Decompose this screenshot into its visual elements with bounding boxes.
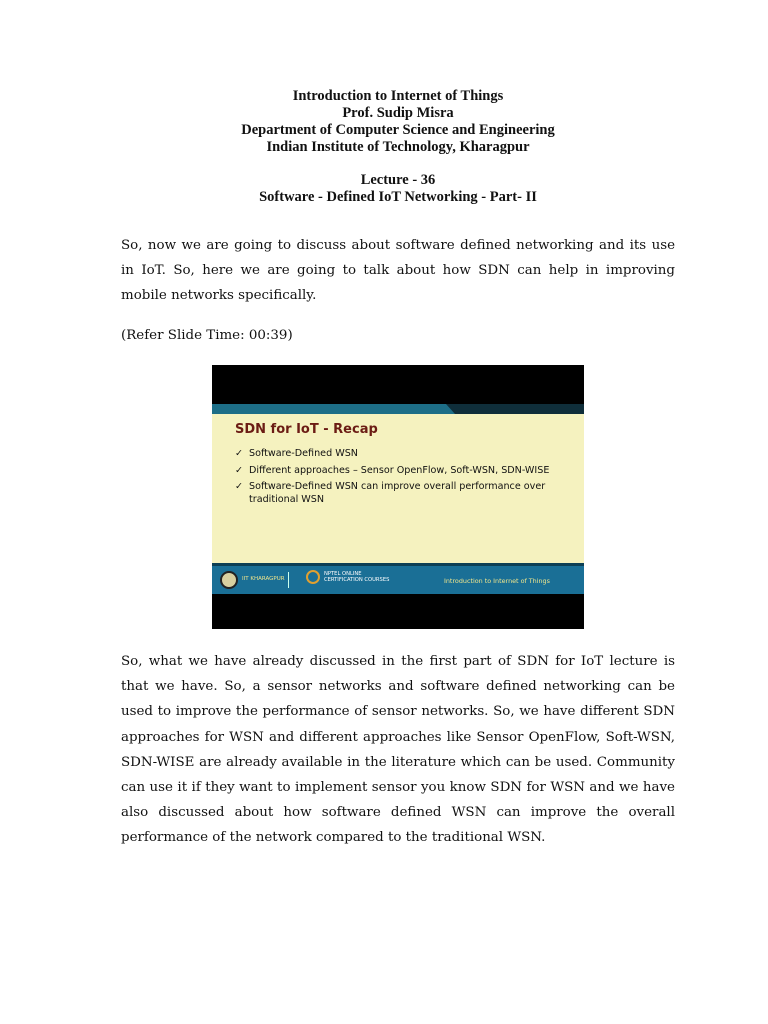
department-name: Department of Computer Science and Engineering — [241, 122, 555, 138]
slide-bullet-list — [235, 448, 565, 510]
institute-name: Indian Institute of Technology, Kharagpur — [266, 139, 530, 155]
check-icon: ✓ — [235, 464, 243, 476]
footer-org: IIT KHARAGPUR — [242, 576, 285, 582]
slide-footer — [212, 563, 584, 594]
nptel-logo-icon — [306, 570, 320, 584]
lecture-number: Lecture - 36 — [360, 172, 436, 188]
slide-content — [212, 414, 584, 563]
check-icon: ✓ — [235, 448, 243, 459]
paragraph-intro: So, now we are going to discuss about software defined networking and its use in IoT. So, here we are going to talk about how SDN can help in improving mobile networks specifically. — [121, 238, 675, 304]
footer-course: Introduction to Internet of Things — [444, 577, 550, 585]
iit-logo-icon — [220, 571, 238, 589]
slide-title: SDN for IoT - Recap — [235, 422, 378, 437]
paragraph-recap: So, what we have already discussed in the first part of SDN for IoT lecture is that we have. So, a sensor networks and software defined networking can be used to improve the performance of sensor networks. So, we have different SDN approaches for WSN and different approaches like Sensor OpenFlow, Soft-WSN, SDN-WISE are already available in the literature which can be used. Community can use it if they want to implement sensor you know SDN for WSN and we have also discussed about how software defined WSN can improve the overall performance of the network compared to the traditional WSN. — [121, 654, 675, 846]
check-icon: ✓ — [235, 481, 243, 492]
slide-top-bar — [212, 404, 584, 414]
document-header — [0, 88, 768, 206]
refer-slide-time: (Refer Slide Time: 00:39) — [121, 328, 293, 343]
slide-bullet: ✓ Software-Defined WSN — [235, 448, 358, 459]
footer-nptel: NPTEL ONLINE CERTIFICATION COURSES — [324, 571, 390, 583]
course-title: Introduction to Internet of Things — [292, 88, 504, 104]
professor-name: Prof. Sudip Misra — [342, 105, 454, 121]
slide-image — [212, 365, 584, 629]
slide-bullet: ✓ Different approaches – Sensor OpenFlow, Soft-WSN, SDN-WISE — [235, 464, 550, 476]
slide-bullet: ✓ Software-Defined WSN can improve overall performance over traditional WSN — [235, 481, 546, 505]
lecture-title: Software - Defined IoT Networking - Part- II — [259, 189, 537, 205]
